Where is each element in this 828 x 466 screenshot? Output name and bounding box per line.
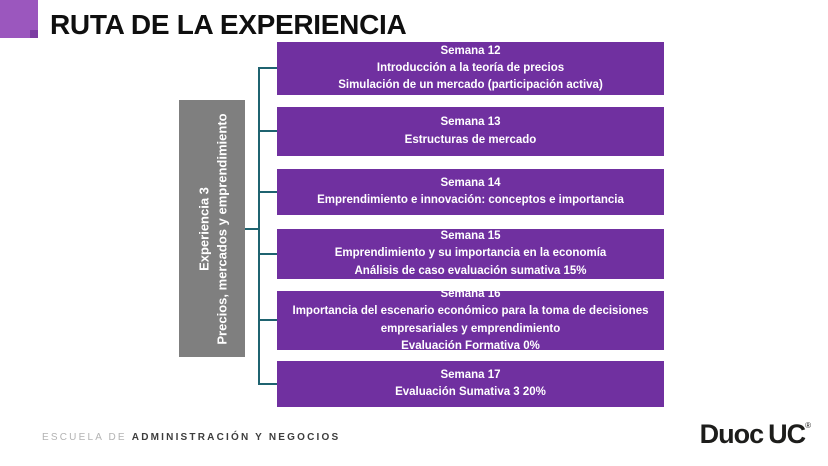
week-title: Semana 16 [440, 288, 501, 300]
week-title: Semana 17 [440, 368, 501, 381]
week-title: Semana 15 [440, 230, 501, 243]
page-title: RUTA DE LA EXPERIENCIA [50, 9, 407, 40]
connector-stub-week-13 [258, 130, 277, 132]
week-line: Emprendimiento e innovación: conceptos e importancia [317, 194, 624, 206]
connector-vertical-line [258, 68, 260, 385]
registered-trademark-icon: ® [805, 421, 811, 430]
week-box-semana-16 [277, 288, 664, 352]
week-line: Introducción a la teoría de precios [376, 61, 565, 74]
week-box-semana-15 [277, 229, 664, 279]
footer-school-name: ADMINISTRACIÓN Y NEGOCIOS [131, 432, 341, 443]
connector-stub-week-12 [258, 67, 277, 69]
connector-stub-week-16 [258, 319, 277, 321]
week-line: Análisis de caso evaluación sumativa 15% [354, 264, 587, 277]
connector-experience-stub [245, 228, 259, 230]
week-line: Evaluación Sumativa 3 20% [395, 386, 546, 398]
experience-rotated-label [179, 100, 245, 357]
connector-stub-week-15 [258, 253, 277, 255]
footer-school-label [42, 432, 340, 443]
week-title: Semana 13 [440, 116, 501, 129]
experience-side-box [179, 100, 245, 357]
logo-suffix-text: UC [768, 419, 806, 449]
week-title: Semana 14 [440, 176, 501, 189]
connector-stub-week-17 [258, 383, 277, 385]
footer-school-prefix: ESCUELA DE [42, 432, 127, 443]
logo-brand-text: Duoc [699, 419, 764, 449]
experience-subtitle: Precios, mercados y emprendimiento [213, 112, 229, 345]
week-box-semana-13 [277, 107, 664, 156]
title-accent-corner-chip [30, 30, 38, 38]
week-box-semana-17 [277, 361, 664, 407]
experience-name: Experiencia 3 [195, 186, 211, 271]
duoc-uc-logo [700, 419, 811, 450]
week-box-semana-14 [277, 169, 664, 215]
connector-stub-week-14 [258, 191, 277, 193]
week-box-semana-12 [277, 42, 664, 95]
week-line: Evaluación Formativa 0% [401, 339, 540, 352]
week-line: Emprendimiento y su importancia en la economía [334, 247, 607, 260]
week-line: Simulación de un mercado (participación activa) [338, 79, 603, 92]
week-title: Semana 12 [440, 44, 501, 57]
week-line: Importancia del escenario económico para la toma de decisiones empresariales y emprendimiento [292, 305, 649, 335]
title-accent-square [0, 0, 38, 38]
week-line: Estructuras de mercado [404, 133, 537, 146]
